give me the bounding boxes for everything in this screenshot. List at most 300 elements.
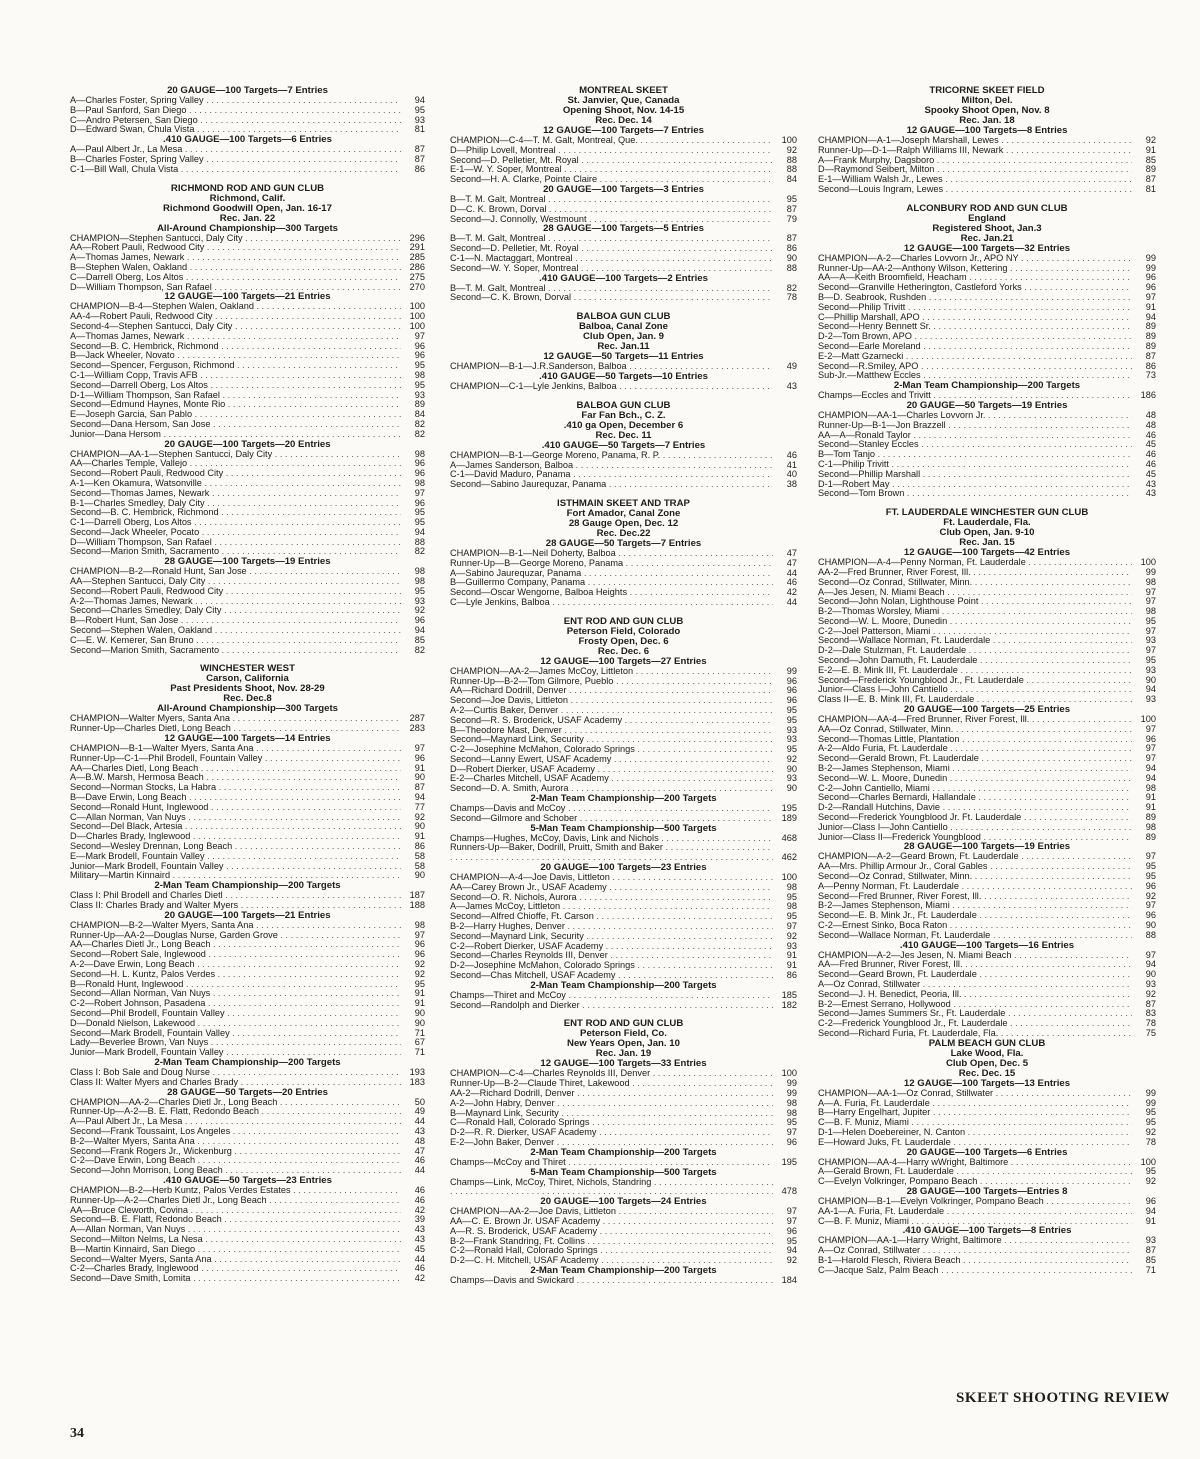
result-row xyxy=(70,606,425,616)
shooter-entry: C-1—David Maduro, Panama . . . xyxy=(450,470,773,480)
score: 91 xyxy=(1145,301,1156,312)
shooter-entry: Second—Gilmore and Schober . . . xyxy=(450,814,773,824)
shooter-entry: C—Andro Petersen, San Diego . . . xyxy=(70,116,401,126)
result-row xyxy=(450,1109,797,1119)
result-row xyxy=(818,431,1156,441)
shooter-entry: E—Howard Juks, Ft. Lauderdale . . . xyxy=(818,1138,1132,1148)
score: 96 xyxy=(786,685,797,696)
result-row xyxy=(70,1225,425,1235)
shooter-entry: C—Phillip Marshall, APO . . . xyxy=(818,313,1132,323)
result-row xyxy=(450,254,797,264)
section-heading: .410 GAUGE—100 Targets—2 Entries xyxy=(539,272,708,284)
score: 95 xyxy=(1145,615,1156,626)
shooter-entry: CHAMPION—B-1—J.R.Sanderson, Balboa . . . xyxy=(450,362,773,372)
score: 82 xyxy=(414,644,425,655)
shooter-entry: D-2—Josephine McMahon, Colorado Springs . . . xyxy=(450,961,773,971)
shooter-entry: Second—Charles Bernardi, Hallandale . . . xyxy=(818,793,1132,803)
section-heading: Club Open, Jan. 9-10 xyxy=(939,527,1035,539)
score: 285 xyxy=(409,252,425,263)
result-row xyxy=(70,626,425,636)
shooter-entry: Second—Stephen Walen, Oakland . . . xyxy=(70,626,401,636)
result-row xyxy=(70,714,425,724)
score: 90 xyxy=(786,763,797,774)
result-row xyxy=(818,793,1156,803)
result-row xyxy=(818,715,1156,725)
result-row xyxy=(818,568,1156,578)
shooter-entry: Second—Del Black, Artesia . . . xyxy=(70,822,401,832)
score: 88 xyxy=(786,164,797,175)
result-row xyxy=(450,745,797,755)
shooter-entry: Second—Allan Norman, Van Nuys . . . xyxy=(70,989,401,999)
score: 94 xyxy=(1145,684,1156,695)
score: 91 xyxy=(414,988,425,999)
section-heading: St. Janvier, Que, Canada xyxy=(567,95,680,106)
shooter-entry: Runner-Up—D-1—Ralph Williams III, Newark . . . xyxy=(818,146,1132,156)
result-row xyxy=(70,1068,425,1078)
shooter-entry: Second—Ronald Hunt, Inglewood . . . xyxy=(70,803,401,813)
result-row xyxy=(450,588,797,598)
result-row xyxy=(818,735,1156,745)
shooter-entry: C—Evelyn Volkringer, Pompano Beach . . . xyxy=(818,1177,1132,1187)
shooter-entry: Sub-Jr.—Matthew Eccles . . . xyxy=(818,371,1132,381)
score: 193 xyxy=(409,1066,425,1077)
shooter-entry: C-2—Frederick Youngblood Jr., Ft. Lauderdale . . . xyxy=(818,1019,1132,1029)
score: 47 xyxy=(786,557,797,568)
section-heading: Rec. Dec.8 xyxy=(223,693,272,705)
result-row xyxy=(70,1156,425,1166)
shooter-entry: A—Thomas James, Newark . . . xyxy=(70,253,401,263)
result-row xyxy=(70,1255,425,1265)
score: 46 xyxy=(414,1263,425,1274)
club-name: BALBOA GUN CLUB xyxy=(576,311,671,323)
result-row xyxy=(70,940,425,950)
score: 183 xyxy=(409,1076,425,1087)
shooter-entry: A—Frank Murphy, Dagsboro . . . xyxy=(818,156,1132,166)
shooter-entry: E-2—Charles Mitchell, USAF Academy . . . xyxy=(450,774,773,784)
section-heading: 2-Man Team Championship—200 Targets xyxy=(530,1146,717,1158)
shooter-entry: C-1—N. Mactaggart, Montreal . . . xyxy=(450,254,773,264)
section-heading: Rec. Dec.22 xyxy=(596,527,651,539)
result-row xyxy=(818,803,1156,813)
shooter-entry: A—Thomas James, Newark . . . xyxy=(70,332,401,342)
result-row xyxy=(70,371,425,381)
score: 91 xyxy=(1145,802,1156,813)
shooter-entry: Second—Marion Smith, Sacramento . . . xyxy=(70,646,401,656)
shooter-entry: E-2—E. B. Mink III, Ft. Lauderdale . . . xyxy=(818,666,1132,676)
shooter-entry: Second—Stanley Eccles . . . xyxy=(818,440,1132,450)
section-heading: 12 GAUGE—100 Targets—8 Entries xyxy=(906,125,1068,136)
score: 98 xyxy=(414,448,425,459)
shooter-entry: B—Harry Engelhart, Jupiter . . . xyxy=(818,1108,1132,1118)
result-row xyxy=(818,1089,1156,1099)
score: 95 xyxy=(786,744,797,755)
score: 93 xyxy=(1145,978,1156,989)
score: 46 xyxy=(1145,458,1156,469)
shooter-entry: Second—W. Y. Soper, Montreal . . . xyxy=(450,264,773,274)
score: 92 xyxy=(414,958,425,969)
score: 44 xyxy=(786,596,797,607)
score: 98 xyxy=(414,566,425,577)
result-row xyxy=(70,921,425,931)
result-row xyxy=(818,1128,1156,1138)
result-row xyxy=(818,823,1156,833)
result-row xyxy=(450,136,797,146)
score: 75 xyxy=(1145,1027,1156,1038)
shooter-entry: Champs—Davis and McCoy . . . xyxy=(450,804,773,814)
section-heading: 20 GAUGE—100 Targets—7 Entries xyxy=(167,85,328,96)
score: 44 xyxy=(414,1253,425,1264)
shooter-entry: B—Charles Foster, Spring Valley . . . xyxy=(70,155,401,165)
shooter-entry: Second—Wallace Norman, Ft. Lauderdale . . . xyxy=(818,931,1132,941)
shooter-entry: A-2—Thomas James, Newark . . . xyxy=(70,597,401,607)
score: 90 xyxy=(786,252,797,263)
shooter-entry: Second—Tom Brown . . . xyxy=(818,489,1132,499)
result-row xyxy=(450,598,797,608)
score: 46 xyxy=(414,1155,425,1166)
score: 94 xyxy=(414,625,425,636)
shooter-entry: Second—Thomas Little, Plantation . . . xyxy=(818,735,1132,745)
section-heading: .410 GAUGE—50 Targets—10 Entries xyxy=(539,370,708,382)
score: 46 xyxy=(786,449,797,460)
section-heading: 2-Man Team Championship—200 Targets xyxy=(893,380,1081,392)
result-row xyxy=(70,862,425,872)
result-row xyxy=(818,1207,1156,1217)
shooter-entry: CHAMPION—A-1—Joseph Marshall, Lewes . . . xyxy=(818,136,1132,146)
shooter-entry: Junior—Mark Brodell, Fountain Valley . . . xyxy=(70,862,401,872)
section-heading: Rec. Dec. 14 xyxy=(595,115,652,126)
shooter-entry: C-2—Ronald Hall, Colorado Springs . . . xyxy=(450,1246,773,1256)
result-row xyxy=(70,332,425,342)
result-row xyxy=(818,1009,1156,1019)
result-row xyxy=(70,822,425,832)
shooter-entry: C-1—Bill Wall, Chula Vista . . . xyxy=(70,165,401,175)
shooter-entry: Champs—Eccles and Trivitt . . . xyxy=(818,391,1132,401)
result-row xyxy=(450,1276,797,1286)
result-row xyxy=(70,1029,425,1039)
shooter-entry: C—E. W. Kemerer, San Bruno . . . xyxy=(70,636,401,646)
shooter-entry: AA—Charles Temple, Vallejo . . . xyxy=(70,459,401,469)
result-row xyxy=(818,813,1156,823)
club-name: FT. LAUDERDALE WINCHESTER GUN CLUB xyxy=(885,507,1089,519)
section-heading: Rec. Jan. 22 xyxy=(219,212,276,224)
club-name: ENT ROD AND GUN CLUB xyxy=(563,1018,684,1030)
score: 94 xyxy=(1145,763,1156,774)
shooter-entry: Runner-Up—A-2—B. E. Flatt, Redondo Beach . . . xyxy=(70,1107,401,1117)
shooter-entry: C-2—Ernest Sinko, Boca Raton . . . xyxy=(818,921,1132,931)
score: 97 xyxy=(414,330,425,341)
score: 98 xyxy=(786,901,797,912)
score: 291 xyxy=(409,242,425,253)
result-row xyxy=(450,686,797,696)
shooter-entry: Second—Robert Sale, Inglewood . . . xyxy=(70,950,401,960)
result-row xyxy=(818,901,1156,911)
section-heading: Past Presidents Shoot, Nov. 28-29 xyxy=(170,683,325,695)
section-heading: New Years Open, Jan. 10 xyxy=(567,1038,680,1050)
score: 87 xyxy=(414,153,425,164)
score: 81 xyxy=(414,124,425,135)
shooter-entry: D-1—Helen Doebereiner, N. Canton . . . xyxy=(818,1128,1132,1138)
shooter-entry: Second—Milton Nelms, La Nesa . . . xyxy=(70,1235,401,1245)
shooter-entry: Class II—E. B. Mink III, Ft. Lauderdale . . . xyxy=(818,695,1132,705)
score: 100 xyxy=(781,872,797,883)
result-row xyxy=(818,440,1156,450)
shooter-entry: CHAMPION—AA-4—Harry wWright, Baltimore . . . xyxy=(818,1158,1132,1168)
result-row xyxy=(70,1196,425,1206)
score: 44 xyxy=(414,1116,425,1127)
result-row xyxy=(70,155,425,165)
shooter-entry: D-2—Tom Brown, APO . . . xyxy=(818,332,1132,342)
score: 95 xyxy=(786,714,797,725)
shooter-entry: D-2—Randall Hutchins, Davie . . . xyxy=(818,803,1132,813)
shooter-entry: Second—Granville Hetherington, Castleford Yorks . . . xyxy=(818,283,1132,293)
score: 100 xyxy=(1140,557,1156,568)
result-row xyxy=(70,1147,425,1157)
score: 95 xyxy=(414,978,425,989)
shooter-entry: Second—Richard Furia, Ft. Lauderdale, Fla. . . . xyxy=(818,1029,1132,1039)
shooter-entry: Second—Frank Toussaint, Los Angeles . . . xyxy=(70,1127,401,1137)
shooter-entry: C-1—Darrell Oberg, Los Altos . . . xyxy=(70,518,401,528)
result-row xyxy=(450,961,797,971)
shooter-entry: C-2—Charles Brady, Inglewood . . . xyxy=(70,1264,401,1274)
shooter-entry: Second—Dana Hersom, San Jose . . . xyxy=(70,420,401,430)
score: 91 xyxy=(414,998,425,1009)
section-heading: Rec. Jan.11 xyxy=(597,341,650,353)
shooter-entry: Junior—Class I—John Cantiello . . . xyxy=(818,685,1132,695)
result-row xyxy=(818,666,1156,676)
score: 98 xyxy=(786,881,797,892)
shooter-entry: E—Joseph Garcia, San Pablo . . . xyxy=(70,410,401,420)
result-row xyxy=(818,1000,1156,1010)
shooter-entry: Second—Alfred Chioffe, Ft. Carson . . . xyxy=(450,912,773,922)
result-row xyxy=(818,744,1156,754)
result-row xyxy=(70,400,425,410)
result-row xyxy=(70,361,425,371)
result-row xyxy=(70,351,425,361)
shooter-entry: CHAMPION—B-1—George Moreno, Panama, R. P. . . . xyxy=(450,451,773,461)
shooter-entry: B-1—Charles Smedley, Daly City . . . xyxy=(70,499,401,509)
section-heading: Registered Shoot, Jan.3 xyxy=(932,222,1042,234)
score: 100 xyxy=(781,135,797,145)
section-heading: 28 GAUGE—100 Targets—Entries 8 xyxy=(906,1185,1068,1197)
result-row xyxy=(818,1167,1156,1177)
result-row xyxy=(818,990,1156,1000)
section-heading: 12 GAUGE—100 Targets—21 Entries xyxy=(164,291,331,303)
result-row xyxy=(450,205,797,215)
score: 90 xyxy=(414,870,425,881)
shooter-entry: Second—John Nolan, Lighthouse Point . . . xyxy=(818,597,1132,607)
result-row xyxy=(70,1264,425,1274)
score: 97 xyxy=(1145,753,1156,764)
result-row xyxy=(70,1235,425,1245)
shooter-entry: Second—J. H. Benedict, Peoria, Ill. . . . xyxy=(818,990,1132,1000)
score: 95 xyxy=(1145,655,1156,666)
score: 78 xyxy=(786,292,797,303)
shooter-entry: D—Philip Lovell, Montreal . . . xyxy=(450,146,773,156)
score: 90 xyxy=(1145,920,1156,930)
score: 96 xyxy=(1145,282,1156,293)
result-row xyxy=(70,410,425,420)
shooter-entry: CHAMPION—B-1—Neil Doherty, Balboa . . . xyxy=(450,549,773,559)
shooter-entry: Second—Edmund Haynes, Monte Rio . . . xyxy=(70,400,401,410)
score: 97 xyxy=(414,743,425,754)
shooter-entry: D—William Thompson, San Rafael . . . xyxy=(70,283,401,293)
score: 86 xyxy=(414,841,425,852)
result-row xyxy=(818,1246,1156,1256)
section-heading: 12 GAUGE—100 Targets—32 Entries xyxy=(903,242,1071,254)
result-row xyxy=(70,450,425,460)
section-heading: .410 GAUGE—50 Targets—7 Entries xyxy=(541,439,706,451)
shooter-entry: E-2—John Baker, Denver . . . xyxy=(450,1138,773,1148)
result-row xyxy=(450,480,797,490)
shooter-entry: Second—B. E. Flatt, Redondo Beach . . . xyxy=(70,1215,401,1225)
score: 96 xyxy=(414,939,425,950)
shooter-entry: B—Dave Erwin, Long Beach . . . xyxy=(70,793,401,803)
score: 89 xyxy=(1145,164,1156,175)
score: 97 xyxy=(414,929,425,940)
club-name: TRICORNE SKEET FIELD xyxy=(929,85,1045,96)
result-row xyxy=(450,755,797,765)
result-row xyxy=(450,146,797,156)
shooter-entry: Second—Charles Smedley, Daly City . . . xyxy=(70,606,401,616)
result-row xyxy=(70,950,425,960)
shooter-entry: C-1—Philip Trivitt . . . xyxy=(818,460,1132,470)
score: 43 xyxy=(414,1233,425,1244)
score: 96 xyxy=(414,468,425,479)
score: 93 xyxy=(786,724,797,735)
shooter-entry: E-1—William Walsh Jr., Lewes . . . xyxy=(818,175,1132,185)
score: 79 xyxy=(786,213,797,224)
shooter-entry: B—Paul Sanford, San Diego . . . xyxy=(70,106,401,116)
result-row xyxy=(818,332,1156,342)
score: 184 xyxy=(781,1274,797,1285)
score: 88 xyxy=(1145,929,1156,940)
score: 100 xyxy=(781,1068,797,1079)
score: 71 xyxy=(1145,1264,1156,1275)
score: 50 xyxy=(414,1096,425,1107)
shooter-entry: Second—Wallace Norman, Ft. Lauderdale . . . xyxy=(818,636,1132,646)
score: 44 xyxy=(414,1165,425,1176)
result-row xyxy=(450,195,797,205)
shooter-entry: Second—Charles Reynolds III, Denver . . . xyxy=(450,951,773,961)
club-name: ALCONBURY ROD AND GUN CLUB xyxy=(906,202,1068,214)
shooter-entry: Class I: Bob Sale and Doug Nurse . . . xyxy=(70,1068,401,1078)
result-row xyxy=(450,696,797,706)
score: 47 xyxy=(786,547,797,558)
score: 45 xyxy=(1145,439,1156,450)
result-row xyxy=(70,813,425,823)
result-row xyxy=(818,146,1156,156)
result-row xyxy=(70,960,425,970)
result-row xyxy=(818,960,1156,970)
result-row xyxy=(450,1217,797,1227)
score: 94 xyxy=(786,1245,797,1256)
result-row xyxy=(70,1215,425,1225)
shooter-entry: B—Jack Wheeler, Novato . . . xyxy=(70,351,401,361)
result-row xyxy=(818,911,1156,921)
result-row xyxy=(70,597,425,607)
score: 92 xyxy=(786,753,797,764)
score: 82 xyxy=(414,418,425,429)
shooter-entry: Second—E. B. Mink Jr., Ft. Lauderdale . . . xyxy=(818,911,1132,921)
result-row xyxy=(70,764,425,774)
score: 96 xyxy=(414,458,425,469)
shooter-entry: CHAMPION—C-4—Charles Reynolds III, Denver . . . xyxy=(450,1069,773,1079)
section-heading: 28 GAUGE—50 Targets—20 Entries xyxy=(167,1086,328,1098)
shooter-entry: Second—Jack Wheeler, Pocato . . . xyxy=(70,528,401,538)
result-row xyxy=(818,362,1156,372)
score: 92 xyxy=(1145,135,1156,145)
column-left xyxy=(70,86,425,1284)
column-middle xyxy=(450,86,797,1286)
result-row xyxy=(818,1256,1156,1266)
section-heading: 20 GAUGE—100 Targets—3 Entries xyxy=(543,183,704,195)
shooter-entry: A—James Sanderson, Balboa . . . xyxy=(450,461,773,471)
score: 47 xyxy=(414,1145,425,1156)
result-row xyxy=(70,832,425,842)
shooter-entry: Second—Frederick Youngblood Jr., Ft. Lauderdale . . . xyxy=(818,676,1132,686)
club-name: MONTREAL SKEET xyxy=(579,85,668,96)
score: 182 xyxy=(781,999,797,1010)
section-heading: 2-Man Team Championship—200 Targets xyxy=(154,880,341,892)
score: 100 xyxy=(1140,714,1156,725)
shooter-entry: B—D. Seabrook, Rushden . . . xyxy=(818,293,1132,303)
score: 87 xyxy=(1145,174,1156,185)
club-name: WINCHESTER WEST xyxy=(200,663,295,675)
shooter-entry: D-2—Dale Stulzman, Ft. Lauderdale . . . xyxy=(818,646,1132,656)
result-row xyxy=(70,1107,425,1117)
result-row xyxy=(450,804,797,814)
score: 99 xyxy=(1145,262,1156,273)
shooter-entry: CHAMPION—AA-1—Charles Lovvorn Jr. . . . xyxy=(818,411,1132,421)
result-row xyxy=(70,96,425,106)
score: 99 xyxy=(786,1088,797,1099)
result-row xyxy=(818,273,1156,283)
shooter-entry: Second—Darrell Oberg, Los Altos . . . xyxy=(70,381,401,391)
shooter-entry: AA—A—Ronald Taylor . . . xyxy=(818,431,1132,441)
score: 95 xyxy=(1145,871,1156,882)
shooter-entry: A—Gerald Brown, Ft. Lauderdale . . . xyxy=(818,1167,1132,1177)
score: 42 xyxy=(786,587,797,598)
result-row xyxy=(818,313,1156,323)
shooter-entry: CHAMPION—B-2—Walter Myers, Santa Ana . . . xyxy=(70,921,401,931)
shooter-entry: AA—Oz Conrad, Stillwater, Minn. . . . xyxy=(818,725,1132,735)
shooter-entry: Second—Marion Smith, Sacramento . . . xyxy=(70,547,401,557)
score: 195 xyxy=(781,1156,797,1167)
section-heading: 28 GAUGE—50 Targets—7 Entries xyxy=(545,537,702,549)
result-row xyxy=(70,312,425,322)
score: 84 xyxy=(786,174,797,185)
result-row xyxy=(70,342,425,352)
shooter-entry: Second—Walter Myers, Santa Ana . . . xyxy=(70,1255,401,1265)
result-row xyxy=(818,872,1156,882)
score: 96 xyxy=(414,752,425,763)
score: 91 xyxy=(786,960,797,971)
result-row xyxy=(450,1001,797,1011)
result-row xyxy=(450,559,797,569)
result-row xyxy=(450,156,797,166)
score: 96 xyxy=(414,497,425,508)
score: 287 xyxy=(409,713,425,724)
shooter-entry: C—Darrell Oberg, Los Altos . . . xyxy=(70,273,401,283)
result-row xyxy=(70,783,425,793)
result-row xyxy=(70,302,425,312)
shooter-entry: CHAMPION—C-1—Lyle Jenkins, Balboa . . . xyxy=(450,382,773,392)
score: 43 xyxy=(1145,478,1156,489)
section-heading: Rec. Dec. 11 xyxy=(595,429,652,441)
shooter-entry: Second—Oz Conrad, Stillwater, Minn. . . . xyxy=(818,578,1132,588)
score: 91 xyxy=(1145,144,1156,155)
score: 90 xyxy=(414,1017,425,1028)
